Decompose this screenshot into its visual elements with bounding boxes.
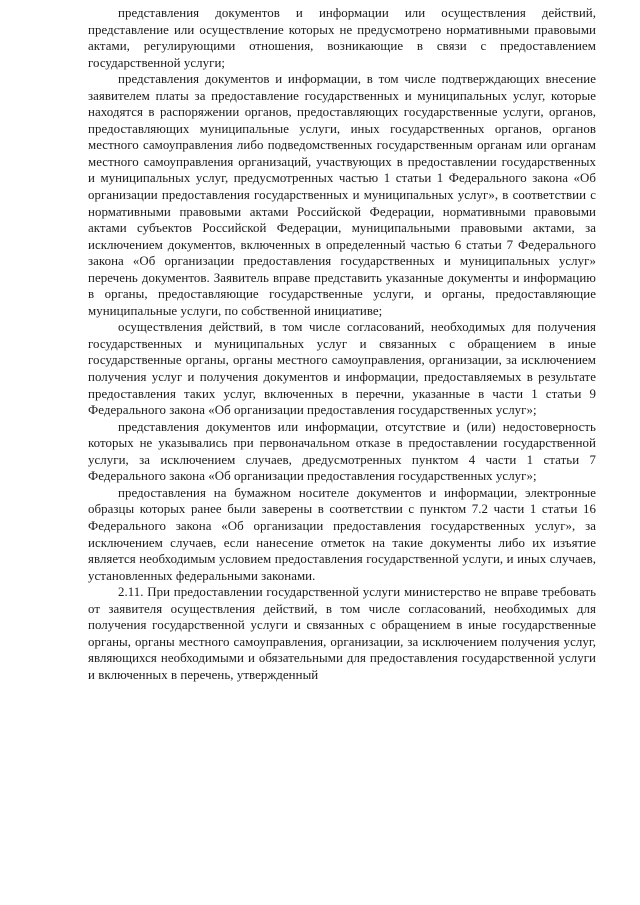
paragraph-documents-not-required: представления документов и информации или осуществления действий, представление или осуществление которых не предусмотрено нормативными правовыми актами, регулирующими отношения, возникающие в связи с предоставлением государственной услуги; xyxy=(88,6,596,70)
paragraph-paper-documents: предоставления на бумажном носителе документов и информации, электронные образцы которых ранее были заверены в соответствии с пунктом 7.2 части 1 статьи 16 Федерального закона «Об организации предоставления государственных услуг», за исключением случаев, если нанесение отметок на такие документы либо их изъятие является необходимым условием предоставления государственной услуги, и иных случаев, установленных федеральными законами. xyxy=(88,485,596,583)
paragraph-documents-in-possession: представления документов и информации, в том числе подтверждающих внесение заявителем платы за предоставление государственных и муниципальных услуг, которые находятся в распоряжении органов, предоставляющих государственные услуги, органов, предоставляющих муниципальные услуги, иных государственных органов, органов местного самоуправления либо подведомственных государственным органам или органам местного самоуправления организаций, участвующих в предоставлении государственных и муниципальных услуг, предусмотренных частью 1 статьи 1 Федерального закона «Об организации предоставления государственных и муниципальных услуг», в соответствии с нормативными правовыми актами Российской Федерации, нормативными правовыми актами субъектов Российской Федерации, муниципальными правовыми актами, за исключением документов, включенных в определенный частью 6 статьи 7 Федерального закона «Об организации предоставления государственных и муниципальных услуг» перечень документов. Заявитель вправе представить указанные документы и информацию в органы, предоставляющие государственные услуги, и органы, предоставляющие муниципальные услуги, по собственной инициативе; xyxy=(88,72,596,318)
paragraph-missing-documents: представления документов или информации, отсутствие и (или) недостоверность которых не указывались при первоначальном отказе в предоставлении государственной услуги, за исключением случаев, дредусмотренных пунктом 4 части 1 статьи 7 Федерального закона «Об организации предоставления государственных услуг»; xyxy=(88,419,596,484)
paragraph-section-2-11: 2.11. При предоставлении государственной услуги министерство не вправе требовать от заявителя осуществления действий, в том числе согласований, необходимых для получения государственной услуги и связанных с обращением в иные государственные органы, органы местного самоуправления, организации, за исключением получения услуг, являющихся необходимыми и обязательными для предоставления государственной услуги и включенных в перечень, утвержденный xyxy=(88,585,596,682)
document-body xyxy=(88,5,596,683)
paragraph-actions-approvals: осуществления действий, в том числе согласований, необходимых для получения государственных и муниципальных услуг и связанных с обращением в иные государственные органы, органы местного самоуправления, организации, за исключением получения услуг и получения документов и информации, предоставляемых в результате предоставления таких услуг, включенных в перечни, указанные в части 1 статьи 9 Федерального закона «Об организации предоставления государственных услуг»; xyxy=(88,320,596,418)
